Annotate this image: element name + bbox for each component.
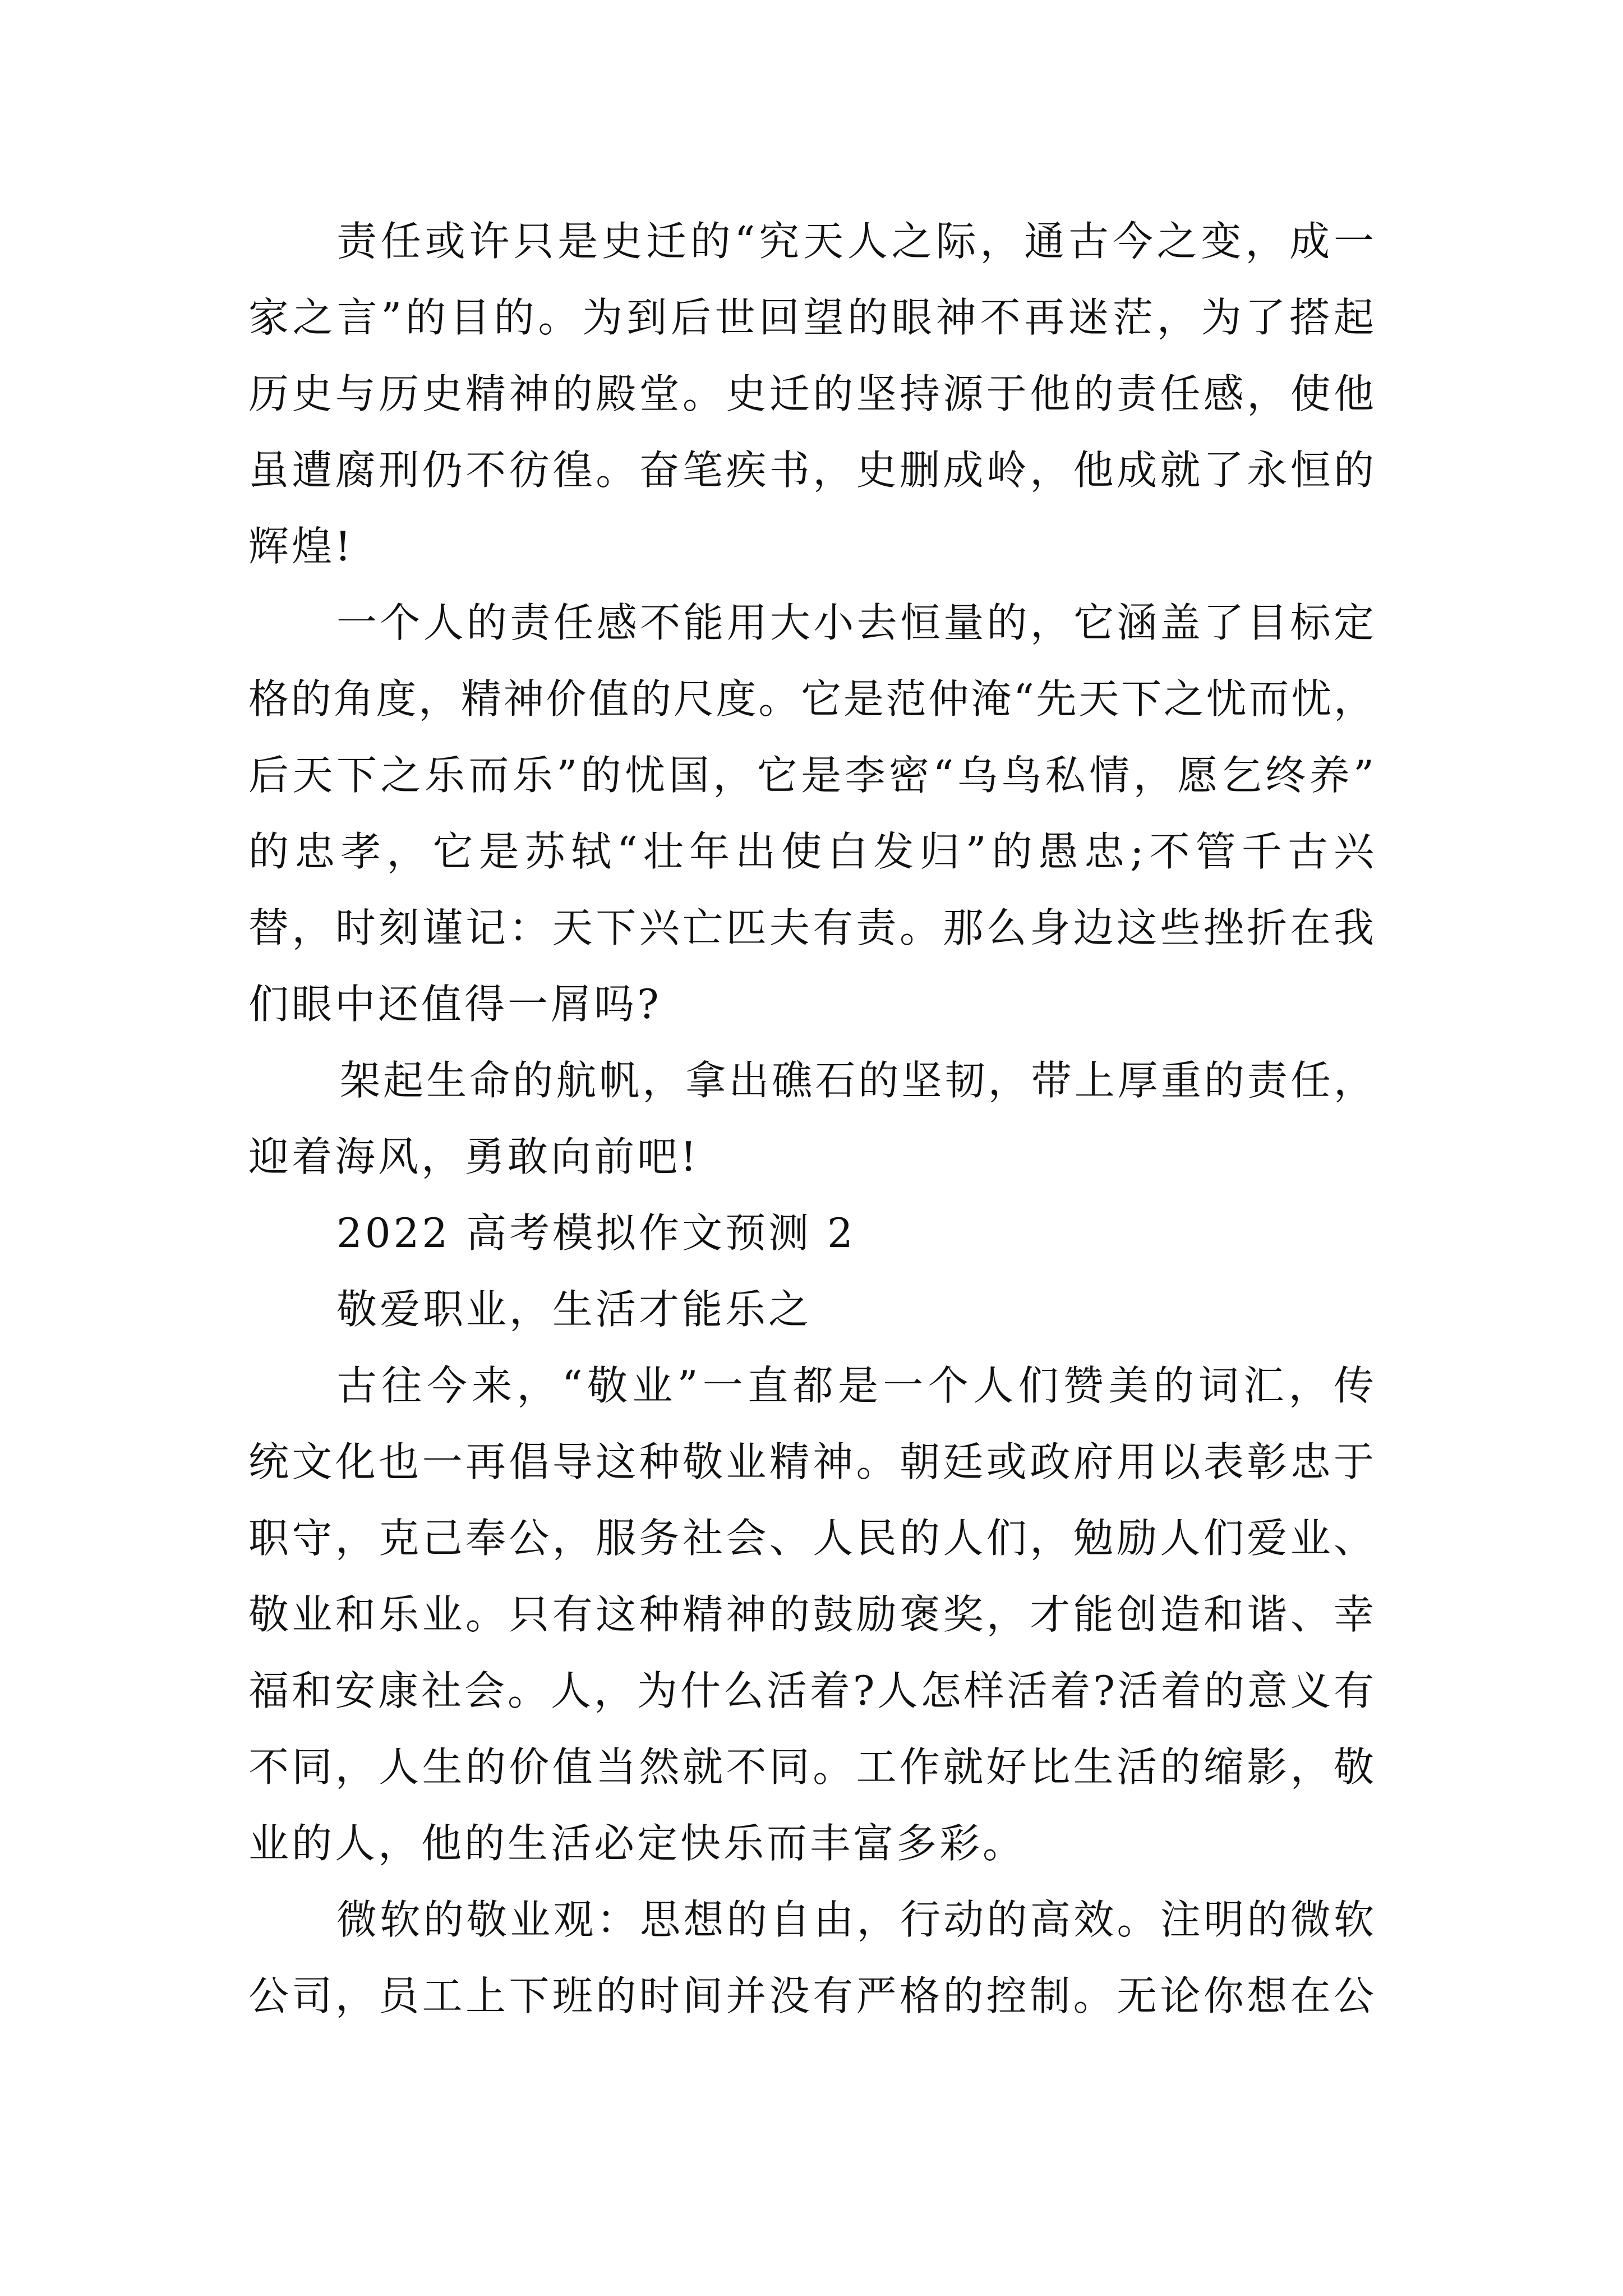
section-heading: 2022 高考模拟作文预测 2 [336, 1209, 856, 1257]
paragraph-line: 家之言”的目的。为到后世回望的眼神不再迷茫，为了搭起 [248, 294, 1374, 341]
paragraph-line: 不同，人生的价值当然就不同。工作就好比生活的缩影，敬 [248, 1743, 1374, 1791]
paragraph-line: 统文化也一再倡导这种敬业精神。朝廷或政府用以表彰忠于 [248, 1438, 1374, 1485]
essay-title: 敬爱职业，生活才能乐之 [336, 1286, 812, 1333]
paragraph-line: 公司，员工上下班的时间并没有严格的控制。无论你想在公 [248, 1972, 1374, 2019]
paragraph [248, 1042, 1374, 1195]
paragraph [248, 585, 1374, 1042]
paragraph-line: 责任或许只是史迁的“究天人之际，通古今之变，成一 [336, 218, 1374, 265]
paragraph-line: 的忠孝，它是苏轼“壮年出使白发归”的愚忠;不管千古兴 [248, 828, 1374, 875]
paragraph-line: 敬业和乐业。只有这种精神的鼓励褒奖，才能创造和谐、幸 [248, 1591, 1374, 1638]
paragraph-line: 后天下之乐而乐”的忧国，它是李密“乌鸟私情，愿乞终养” [248, 752, 1374, 799]
paragraph-line: 格的角度，精神价值的尺度。它是范仲淹“先天下之忧而忧， [248, 675, 1374, 723]
paragraph-line: 业的人，他的生活必定快乐而丰富多彩。 [248, 1820, 1026, 1867]
paragraph-line: 们眼中还值得一屑吗? [248, 981, 662, 1028]
paragraph-line: 古往今来，“敬业”一直都是一个人们赞美的词汇，传 [336, 1362, 1374, 1409]
paragraph-line: 迎着海风，勇敢向前吧! [248, 1133, 699, 1180]
paragraph-line: 福和安康社会。人，为什么活着?人怎样活着?活着的意义有 [248, 1667, 1374, 1714]
paragraph-line: 微软的敬业观：思想的自由，行动的高效。注明的微软 [336, 1896, 1374, 1943]
paragraph [248, 1347, 1374, 1881]
paragraph-line: 职守，克己奉公，服务社会、人民的人们，勉励人们爱业、 [248, 1515, 1374, 1562]
paragraph-line: 替，时刻谨记：天下兴亡匹夫有责。那么身边这些挫折在我 [248, 904, 1374, 951]
paragraph-line: 架起生命的航帆，拿出礁石的坚韧，带上厚重的责任， [340, 1057, 1374, 1104]
paragraph-line: 历史与历史精神的殿堂。史迁的坚持源于他的责任感，使他 [248, 370, 1374, 417]
document-body [248, 203, 1374, 2034]
paragraph-line: 一个人的责任感不能用大小去恒量的，它涵盖了目标定 [336, 599, 1374, 646]
paragraph [248, 203, 1374, 585]
paragraph [248, 1881, 1374, 2034]
paragraph-line: 虽遭腐刑仍不彷徨。奋笔疾书，史删成岭，他成就了永恒的 [248, 447, 1374, 494]
paragraph-line: 辉煌! [248, 523, 354, 570]
